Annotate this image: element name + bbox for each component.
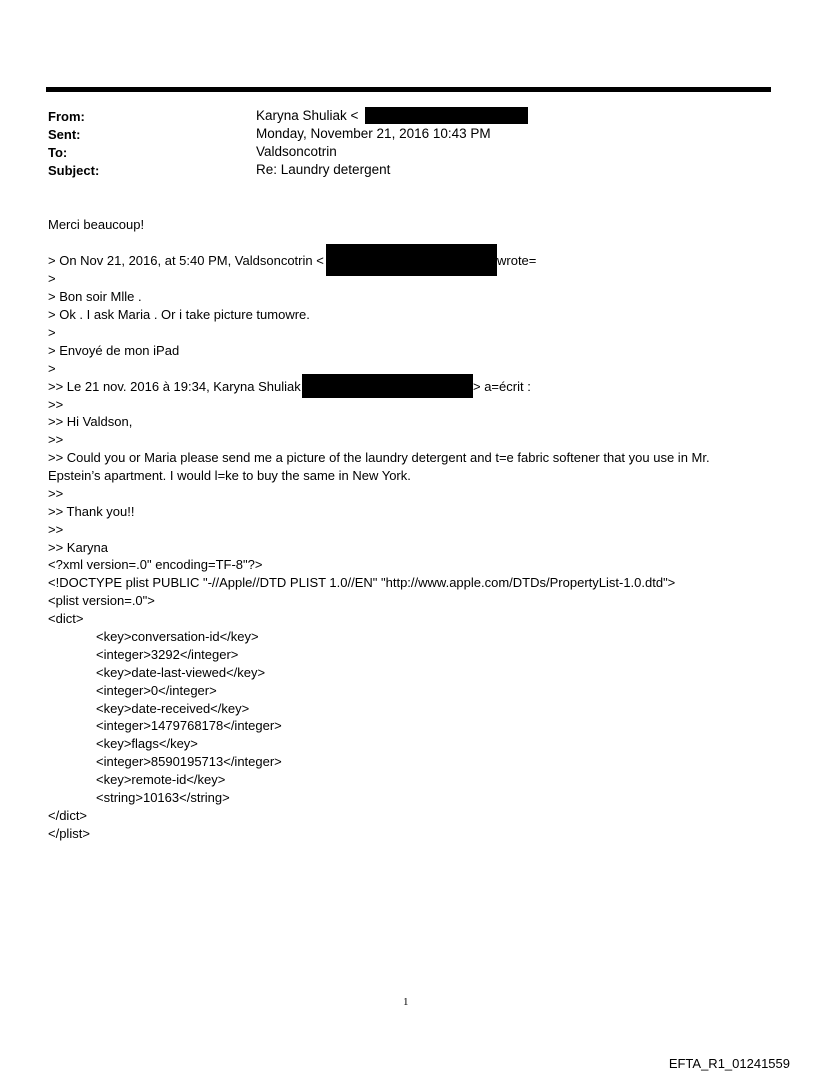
subject-label: Subject: — [48, 163, 100, 178]
plist-line: <key>date-received</key> — [96, 701, 250, 716]
plist-line: <integer>8590195713</integer> — [96, 754, 282, 769]
subject-value: Re: Laundry detergent — [256, 162, 391, 177]
quote-line: >> — [48, 397, 64, 412]
plist-line: </plist> — [48, 826, 90, 841]
greeting: Merci beaucoup! — [48, 217, 145, 232]
quote-line: > Envoyé de mon iPad — [48, 343, 180, 358]
quote-line: >> Could you or Maria please send me a picture of the laundry detergent and t=e fabric softener that you use in Mr. — [48, 450, 710, 465]
to-value: Valdsoncotrin — [256, 144, 337, 159]
quote-line: > a=écrit : — [473, 379, 531, 394]
plist-line: <key>flags</key> — [96, 736, 198, 751]
header-rule — [46, 87, 771, 92]
redaction-box — [326, 244, 497, 276]
quote-line: > Ok . I ask Maria . Or i take picture tumowre. — [48, 307, 310, 322]
quote-line: Epstein’s apartment. I would l=ke to buy the same in New York. — [48, 468, 411, 483]
plist-line: <key>conversation-id</key> — [96, 629, 259, 644]
quote-line: >> — [48, 432, 64, 447]
quote-line: > Bon soir Mlle . — [48, 289, 142, 304]
bates-number: EFTA_R1_01241559 — [668, 1056, 790, 1071]
plist-line: <integer>0</integer> — [96, 683, 217, 698]
from-label: From: — [48, 109, 85, 124]
sent-value: Monday, November 21, 2016 10:43 PM — [256, 126, 491, 141]
sent-label: Sent: — [48, 127, 81, 142]
quote-line: wrote= — [497, 253, 537, 268]
plist-line: <?xml version=.0" encoding=TF-8"?> — [48, 557, 263, 572]
redaction-box — [365, 107, 528, 124]
quote-line: >> — [48, 522, 64, 537]
quote-line: >> Karyna — [48, 540, 108, 555]
plist-line: <key>remote-id</key> — [96, 772, 226, 787]
plist-line: </dict> — [48, 808, 88, 823]
quote-line: >> Le 21 nov. 2016 à 19:34, Karyna Shuliak — [48, 379, 301, 394]
page-number: 1 — [403, 996, 409, 1008]
quote-line: > On Nov 21, 2016, at 5:40 PM, Valdsoncotrin < — [48, 253, 324, 268]
plist-line: <string>10163</string> — [96, 790, 230, 805]
quote-line: >> Thank you!! — [48, 504, 135, 519]
quote-line: >> — [48, 486, 64, 501]
plist-line: <key>date-last-viewed</key> — [96, 665, 266, 680]
plist-line: <integer>1479768178</integer> — [96, 718, 282, 733]
from-value: Karyna Shuliak < — [256, 108, 359, 123]
quote-line: > — [48, 361, 56, 376]
plist-line: <!DOCTYPE plist PUBLIC "-//Apple//DTD PLIST 1.0//EN" "http://www.apple.com/DTDs/PropertyList-1.0.dtd"> — [48, 575, 676, 590]
quote-line: > — [48, 271, 56, 286]
plist-line: <integer>3292</integer> — [96, 647, 239, 662]
redaction-box — [302, 374, 473, 398]
quote-line: > — [48, 325, 56, 340]
to-label: To: — [48, 145, 68, 160]
quote-line: >> Hi Valdson, — [48, 414, 133, 429]
plist-line: <plist version=.0"> — [48, 593, 155, 608]
plist-line: <dict> — [48, 611, 84, 626]
